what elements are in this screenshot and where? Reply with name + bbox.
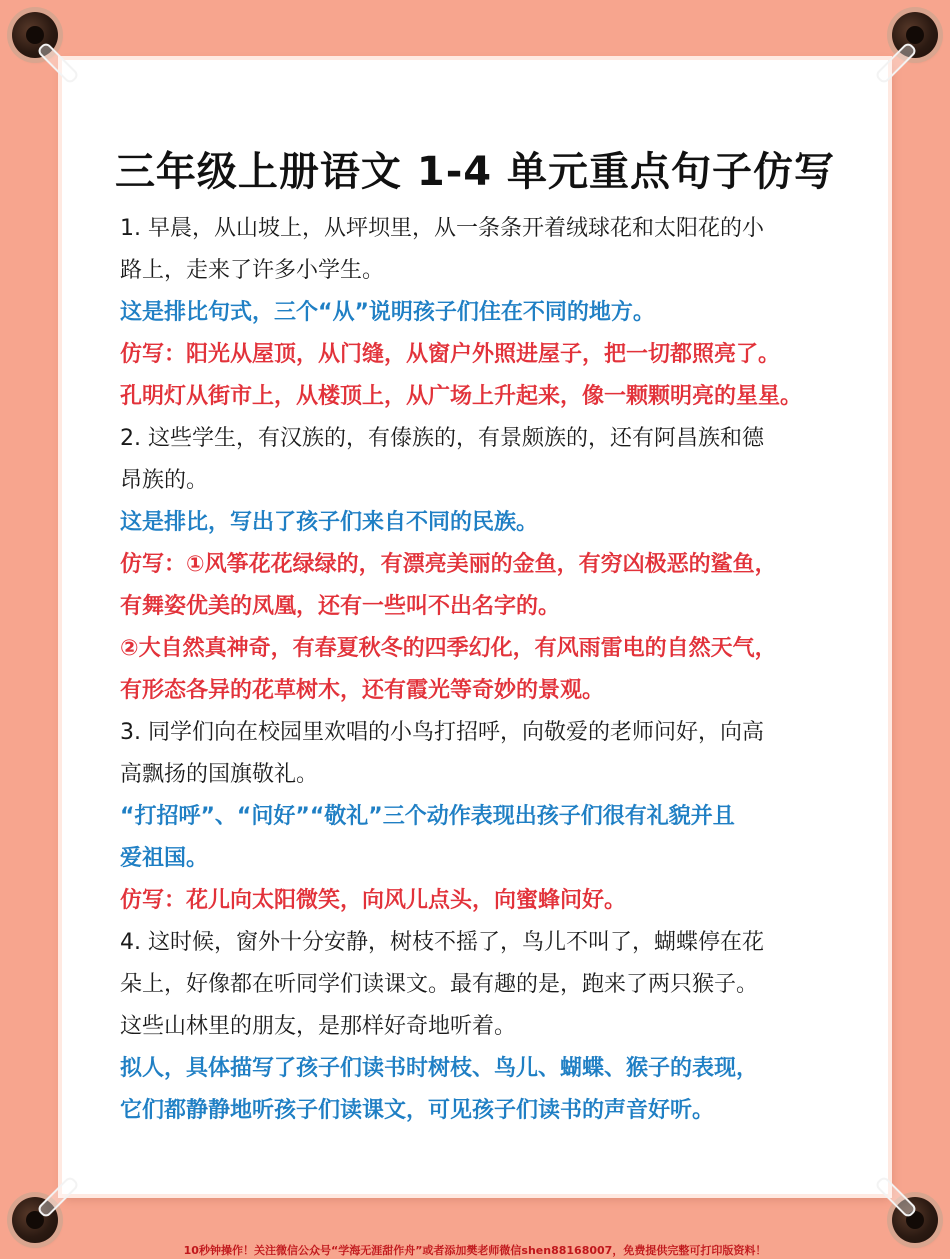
text-line-black: 2. 这些学生，有汉族的，有傣族的，有景颇族的，还有阿昌族和德 [120,426,764,451]
paper-clip-bottom-left-icon [36,1175,80,1219]
text-line-black: 1. 早晨，从山坡上，从坪坝里，从一条条开着绒球花和太阳花的小 [120,216,764,241]
text-line-red: 仿写：①风筝花花绿绿的，有漂亮美丽的金鱼，有穷凶极恶的鲨鱼， [120,552,777,577]
text-line-black: 路上，走来了许多小学生。 [120,258,385,283]
text-line-blue: “打招呼”、“问好”“敬礼”三个动作表现出孩子们很有礼貌并且 [120,804,735,829]
footer-notice: 10秒钟操作！关注微信公众号“学海无涯甜作舟”或者添加樊老师微信shen88168007，免费提供完整可打印版资料！ [183,1244,767,1257]
text-line-blue: 它们都静静地听孩子们读课文，可见孩子们读书的声音好听。 [120,1098,715,1123]
document-body [120,208,840,1132]
text-line-red: 有舞姿优美的凤凰，还有一些叫不出名字的。 [120,594,561,619]
text-line-red: 仿写：花儿向太阳微笑，向风儿点头，向蜜蜂问好。 [120,888,627,913]
text-line-black: 朵上，好像都在听同学们读课文。最有趣的是，跑来了两只猴子。 [120,972,759,997]
text-line-red: 有形态各异的花草树木，还有霞光等奇妙的景观。 [120,678,605,703]
text-line-black: 昂族的。 [120,468,209,493]
text-line-blue: 拟人，具体描写了孩子们读书时树枝、鸟儿、蝴蝶、猴子的表现， [120,1056,759,1081]
document-title: 三年级上册语文 1-4 单元重点句子仿写 [114,149,836,195]
text-line-blue: 这是排比，写出了孩子们来自不同的民族。 [120,510,539,535]
text-line-blue: 这是排比句式，三个“从”说明孩子们住在不同的地方。 [120,300,655,325]
text-line-blue: 爱祖国。 [120,846,209,871]
text-line-black: 高飘扬的国旗敬礼。 [120,762,319,787]
text-line-red: 仿写：阳光从屋顶，从门缝，从窗户外照进屋子，把一切都照亮了。 [120,342,781,367]
text-line-black: 3. 同学们向在校园里欢唱的小鸟打招呼，向敬爱的老师问好，向高 [120,720,764,745]
text-line-red: ②大自然真神奇，有春夏秋冬的四季幻化，有风雨雷电的自然天气， [120,636,777,661]
text-line-red: 孔明灯从街市上，从楼顶上，从广场上升起来，像一颗颗明亮的星星。 [120,384,803,409]
text-line-black: 4. 这时候，窗外十分安静，树枝不摇了，鸟儿不叫了，蝴蝶停在花 [120,930,764,955]
text-line-black: 这些山林里的朋友，是那样好奇地听着。 [120,1014,517,1039]
